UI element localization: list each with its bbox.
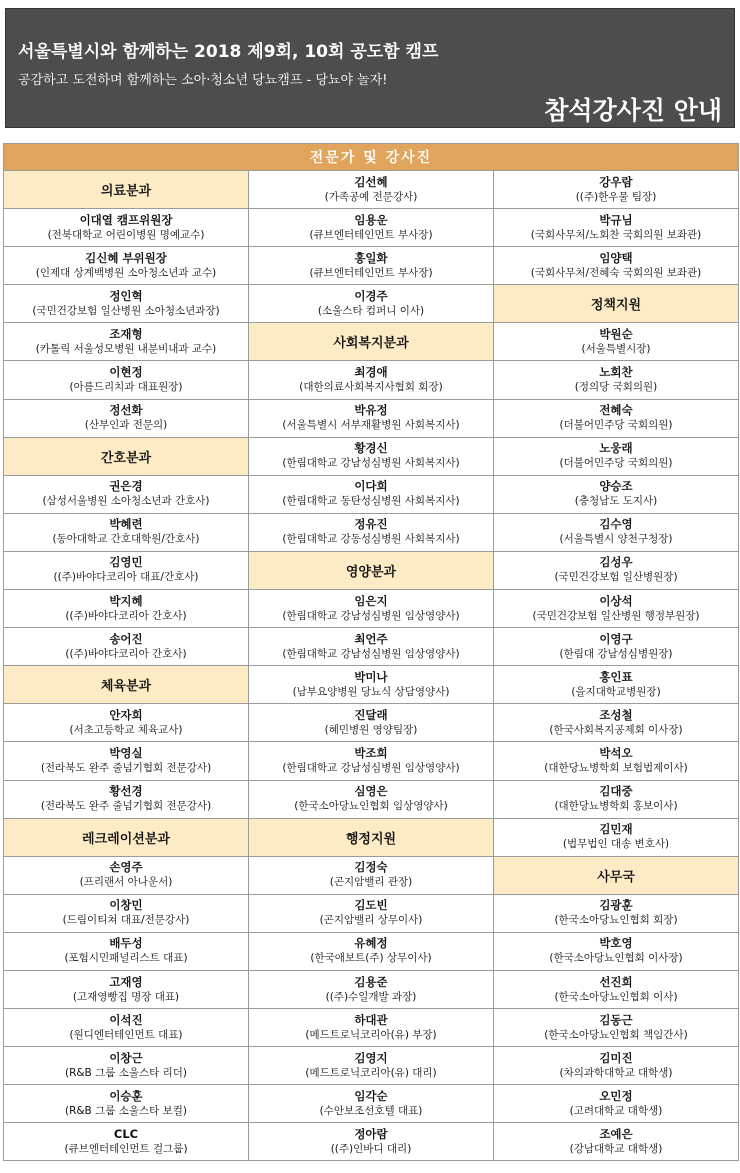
instructor-cell (249, 742, 494, 780)
instructor-role: (서초고등학교 체육교사) (69, 723, 183, 736)
instructor-role: (국민건강보험 일산병원 소아청소년과장) (32, 304, 220, 317)
instructor-name: 박지혜 (109, 593, 143, 608)
instructor-name: 심영은 (354, 784, 388, 799)
instructor-name: 김성우 (599, 555, 633, 570)
instructor-name: 선진희 (599, 974, 633, 989)
instructor-cell (249, 590, 494, 628)
instructor-name: CLC (113, 1126, 139, 1141)
instructor-name: 김용준 (354, 974, 388, 989)
category-heading: 정책지원 (494, 285, 739, 323)
table-row (4, 513, 739, 551)
table-row (4, 704, 739, 742)
instructor-role: (전라북도 완주 줄넘기협회 전문강사) (40, 800, 212, 813)
instructor-cell (4, 475, 249, 513)
instructor-role: (혜민병원 영양팀장) (324, 723, 418, 736)
instructor-cell (494, 628, 739, 666)
instructor-role: (국민건강보험 일산병원장) (554, 571, 678, 584)
instructor-cell (249, 247, 494, 285)
instructor-cell (249, 513, 494, 551)
instructor-role: (가족공예 전문강사) (324, 190, 418, 203)
instructor-cell (494, 1009, 739, 1047)
instructor-cell (249, 894, 494, 932)
category-heading: 레크레이션분과 (4, 818, 249, 856)
instructor-name: 정아람 (354, 1126, 388, 1141)
instructor-cell (249, 475, 494, 513)
instructor-name: 김민재 (599, 822, 633, 837)
instructor-role: (국민건강보험 일산병원 행정부원장) (532, 609, 700, 622)
instructor-name: 손영주 (109, 860, 143, 875)
instructor-cell (4, 399, 249, 437)
instructor-name: 임양택 (599, 250, 633, 265)
instructor-role: (큐브엔터테인먼트 부사장) (309, 228, 433, 241)
instructor-role: (한림대학교 강동성심병원 사회복지사) (282, 533, 460, 546)
camp-subtitle: 공감하고 도전하며 함께하는 소아·청소년 당뇨캠프 - 당뇨야 놀자! (18, 73, 388, 88)
instructor-name: 김수영 (599, 517, 633, 532)
instructor-role: (남부요양병원 당뇨식 상담영양사) (292, 685, 450, 698)
instructor-name: 이경주 (354, 288, 388, 303)
instructor-cell (249, 1009, 494, 1047)
instructor-name: 김동근 (599, 1012, 633, 1027)
instructor-cell (494, 818, 739, 856)
instructor-name: 이창근 (109, 1050, 143, 1065)
instructor-cell (4, 361, 249, 399)
instructor-role: (동아대학교 간호대학원/간호사) (52, 533, 200, 546)
instructor-role: (카톨릭 서울성모병원 내분비내과 교수) (35, 342, 217, 355)
instructor-name: 조재형 (109, 326, 143, 341)
instructor-cell (249, 437, 494, 475)
instructor-cell (249, 856, 494, 894)
table-row (4, 970, 739, 1008)
instructor-role: (더불어민주당 국회의원) (559, 419, 673, 432)
instructor-role: (인제대 상계백병원 소아청소년과 교수) (35, 266, 217, 279)
instructor-role: (서울특별시장) (581, 342, 651, 355)
instructor-cell (494, 1123, 739, 1161)
instructor-name: 김신혜 부위원장 (85, 250, 167, 265)
table-row (4, 590, 739, 628)
instructor-cell (249, 1047, 494, 1085)
table-row (4, 1047, 739, 1085)
instructor-role: (고려대학교 대학생) (569, 1104, 663, 1117)
table-row (4, 666, 739, 704)
instructor-cell (249, 361, 494, 399)
instructor-role: ((주)바야다코리아 간호사) (65, 647, 187, 660)
instructor-role: (산부인과 전문의) (84, 419, 168, 432)
instructor-cell (494, 171, 739, 209)
instructor-cell (494, 1085, 739, 1123)
instructor-role: (서울특별시 양천구청장) (559, 533, 673, 546)
instructor-role: (한림대학교 강남성심병원 임상영양사) (282, 647, 460, 660)
instructor-name: 홍일화 (354, 250, 388, 265)
instructor-name: 김영지 (354, 1050, 388, 1065)
table-row (4, 932, 739, 970)
instructor-role: (한국소아당뇨인협회 이사장) (549, 952, 683, 965)
instructor-role: (을지대학교병원장) (571, 685, 661, 698)
instructor-role: (고재영빵집 명장 대표) (72, 990, 180, 1003)
table-row (4, 171, 739, 209)
instructor-cell (4, 932, 249, 970)
instructor-role: (곤지암밸리 관장) (329, 876, 413, 889)
instructor-cell (494, 513, 739, 551)
instructor-role: (한국소아당뇨인협회 회장) (554, 914, 678, 927)
instructor-cell (4, 628, 249, 666)
instructor-role: (한림대학교 강남성심병원 임상영양사) (282, 609, 460, 622)
instructor-cell (494, 666, 739, 704)
instructor-cell (249, 780, 494, 818)
table-row (4, 1123, 739, 1161)
instructor-cell (494, 475, 739, 513)
instructor-name: 최경애 (354, 365, 388, 380)
instructor-role: (큐브엔터테인먼트 부사장) (309, 266, 433, 279)
instructor-name: 이창민 (109, 898, 143, 913)
instructor-name: 임용운 (354, 212, 388, 227)
instructor-role: (곤지암밸리 상무이사) (319, 914, 423, 927)
instructor-role: (아름드리치과 대표원장) (69, 381, 183, 394)
instructor-name: 진달래 (354, 707, 388, 722)
table-row (4, 323, 739, 361)
instructor-name: 김선혜 (354, 174, 388, 189)
instructor-cell (249, 666, 494, 704)
table-row (4, 437, 739, 475)
table-row (4, 285, 739, 323)
instructor-name: 정유진 (354, 517, 388, 532)
instructor-name: 노웅래 (599, 441, 633, 456)
table-row (4, 1009, 739, 1047)
instructor-name: 박혜련 (109, 517, 143, 532)
instructor-role: (전라북도 완주 줄넘기협회 전문강사) (40, 761, 212, 774)
table-header: 전문가 및 강사진 (4, 144, 739, 171)
instructor-role: (한국사회복지공제회 이사장) (549, 723, 683, 736)
instructor-role: (메드트로닉코리아(유) 부장) (305, 1028, 437, 1041)
instructor-role: (큐브엔터테인먼트 걸그룹) (64, 1142, 188, 1155)
instructor-name: 이석진 (109, 1012, 143, 1027)
table-row (4, 475, 739, 513)
instructor-cell (4, 780, 249, 818)
instructor-name: 박미나 (354, 669, 388, 684)
instructor-role: (정의당 국회의원) (574, 381, 658, 394)
instructor-role: (원디엔터테인먼트 대표) (69, 1028, 183, 1041)
instructor-name: 안자희 (109, 707, 143, 722)
instructor-cell (494, 1047, 739, 1085)
instructor-name: 하대관 (354, 1012, 388, 1027)
instructor-role: (한림대 강남성심병원장) (559, 647, 673, 660)
instructor-cell (4, 856, 249, 894)
category-heading: 행정지원 (249, 818, 494, 856)
notice-heading: 참석강사진 안내 (544, 96, 722, 125)
instructor-role: (한국소아당뇨인협회 이사) (554, 990, 678, 1003)
instructor-cell (494, 399, 739, 437)
instructor-name: 임은지 (354, 593, 388, 608)
instructor-cell (4, 1085, 249, 1123)
instructor-role: (한림대학교 동탄성심병원 사회복지사) (282, 495, 460, 508)
instructor-role: ((주)바야다코리아 간호사) (65, 609, 187, 622)
instructor-role: (삼성서울병원 소아청소년과 간호사) (42, 495, 210, 508)
instructor-role: (법무법인 대송 변호사) (562, 838, 670, 851)
instructor-name: 오민정 (599, 1088, 633, 1103)
instructor-name: 이상석 (599, 593, 633, 608)
instructor-name: 홍인표 (599, 669, 633, 684)
table-row (4, 551, 739, 589)
instructor-name: 임각순 (354, 1088, 388, 1103)
table-row (4, 1085, 739, 1123)
table-row (4, 628, 739, 666)
instructor-name: 김광훈 (599, 898, 633, 913)
instructor-name: 강우람 (599, 174, 633, 189)
instructor-name: 김영민 (109, 555, 143, 570)
instructor-cell (4, 323, 249, 361)
instructor-cell (249, 285, 494, 323)
header-banner (5, 8, 735, 128)
instructor-cell (494, 932, 739, 970)
instructor-name: 정인혁 (109, 288, 143, 303)
instructor-role: ((주)인바디 대리) (330, 1142, 412, 1155)
instructor-name: 권은경 (109, 479, 143, 494)
instructor-cell (4, 551, 249, 589)
instructor-name: 박조희 (354, 745, 388, 760)
instructor-cell (494, 970, 739, 1008)
instructor-name: 이대열 캠프위원장 (79, 212, 173, 227)
instructor-role: (R&B 그룹 소울스타 보컬) (64, 1104, 188, 1117)
instructor-name: 김미진 (599, 1050, 633, 1065)
instructor-cell (249, 1085, 494, 1123)
camp-title: 서울특별시와 함께하는 2018 제9회, 10회 공도함 캠프 (18, 42, 439, 62)
instructor-name: 박호영 (599, 936, 633, 951)
instructor-name: 유혜정 (354, 936, 388, 951)
instructor-role: (한국소아당뇨인협회 책임간사) (544, 1028, 688, 1041)
instructor-cell (494, 590, 739, 628)
instructor-cell (494, 704, 739, 742)
table-row (4, 399, 739, 437)
instructor-cell (249, 1123, 494, 1161)
instructor-role: (한국애보트(주) 상무이사) (310, 952, 432, 965)
instructor-cell (494, 323, 739, 361)
instructor-role: (프리랜서 아나운서) (79, 876, 173, 889)
instructor-table (3, 143, 739, 1161)
instructor-name: 이다희 (354, 479, 388, 494)
instructor-name: 이영구 (599, 631, 633, 646)
instructor-role: (차의과학대학교 대학생) (559, 1066, 673, 1079)
instructor-name: 황선경 (109, 784, 143, 799)
table-row (4, 361, 739, 399)
instructor-cell (4, 1123, 249, 1161)
table-row (4, 894, 739, 932)
instructor-cell (4, 247, 249, 285)
instructor-name: 조예은 (599, 1126, 633, 1141)
instructor-cell (4, 209, 249, 247)
instructor-name: 박영실 (109, 745, 143, 760)
instructor-cell (494, 551, 739, 589)
instructor-role: (한림대학교 강남성심병원 임상영양사) (282, 761, 460, 774)
instructor-name: 전혜숙 (599, 403, 633, 418)
instructor-role: (전북대학교 어린이병원 명예교수) (47, 228, 205, 241)
category-heading: 체육분과 (4, 666, 249, 704)
instructor-name: 박유정 (354, 403, 388, 418)
instructor-cell (4, 513, 249, 551)
instructor-cell (494, 247, 739, 285)
instructor-role: ((주)수일개발 과장) (325, 990, 417, 1003)
instructor-role: (강남대학교 대학생) (569, 1142, 663, 1155)
instructor-name: 김도빈 (354, 898, 388, 913)
instructor-role: ((주)한우물 팀장) (575, 190, 657, 203)
instructor-role: (대한의료사회복지사협회 회장) (299, 381, 443, 394)
category-heading: 의료분과 (4, 171, 249, 209)
instructor-role: (국회사무처/전혜숙 국회의원 보좌관) (530, 266, 702, 279)
instructor-role: (대한당뇨병학회 홍보이사) (554, 800, 678, 813)
instructor-cell (249, 399, 494, 437)
instructor-cell (494, 780, 739, 818)
instructor-name: 배두성 (109, 936, 143, 951)
instructor-cell (4, 970, 249, 1008)
instructor-role: (메드트로닉코리아(유) 대리) (305, 1066, 437, 1079)
table-row (4, 818, 739, 856)
category-heading: 사회복지분과 (249, 323, 494, 361)
instructor-role: (드림이티쳐 대표/전문강사) (62, 914, 190, 927)
instructor-name: 황경신 (354, 441, 388, 456)
instructor-name: 노회찬 (599, 365, 633, 380)
instructor-name: 김대중 (599, 784, 633, 799)
instructor-role: ((주)바야다코리아 대표/간호사) (53, 571, 199, 584)
instructor-cell (249, 704, 494, 742)
instructor-role: (수안보조선호텔 대표) (319, 1104, 423, 1117)
instructor-cell (4, 1009, 249, 1047)
instructor-name: 박석오 (599, 745, 633, 760)
instructor-role: (한림대학교 강남성심병원 사회복지사) (282, 457, 460, 470)
instructor-cell (494, 894, 739, 932)
instructor-cell (494, 209, 739, 247)
category-heading: 영양분과 (249, 551, 494, 589)
instructor-name: 조성철 (599, 707, 633, 722)
instructor-cell (4, 704, 249, 742)
instructor-role: (더불어민주당 국회의원) (559, 457, 673, 470)
instructor-cell (249, 628, 494, 666)
table-row (4, 780, 739, 818)
instructor-role: (포험시민패널리스트 대표) (64, 952, 188, 965)
instructor-name: 고재영 (109, 974, 143, 989)
table-row (4, 247, 739, 285)
instructor-cell (4, 590, 249, 628)
instructor-role: (대한당뇨병학회 보험법제이사) (544, 761, 688, 774)
instructor-name: 박규님 (599, 212, 633, 227)
instructor-name: 송어진 (109, 631, 143, 646)
instructor-name: 정선화 (109, 403, 143, 418)
instructor-cell (249, 209, 494, 247)
instructor-cell (249, 171, 494, 209)
instructor-cell (4, 894, 249, 932)
instructor-cell (249, 932, 494, 970)
table-row (4, 856, 739, 894)
instructor-name: 최언주 (354, 631, 388, 646)
table-row (4, 209, 739, 247)
instructor-role: (한국소아당뇨인협회 임상영양사) (294, 800, 448, 813)
instructor-cell (494, 361, 739, 399)
category-heading: 간호분과 (4, 437, 249, 475)
instructor-role: (충청남도 도지사) (574, 495, 658, 508)
instructor-name: 김정숙 (354, 860, 388, 875)
instructor-cell (249, 970, 494, 1008)
instructor-name: 양승조 (599, 479, 633, 494)
instructor-cell (4, 742, 249, 780)
instructor-cell (494, 742, 739, 780)
instructor-role: (R&B 그룹 소울스타 리더) (64, 1066, 188, 1079)
instructor-cell (4, 285, 249, 323)
table-row (4, 742, 739, 780)
table-body (4, 171, 739, 1161)
instructor-name: 이승훈 (109, 1088, 143, 1103)
instructor-role: (국회사무처/노회찬 국회의원 보좌관) (530, 228, 702, 241)
instructor-name: 이현정 (109, 365, 143, 380)
instructor-role: (소울스타 컴퍼니 이사) (317, 304, 425, 317)
instructor-cell (4, 1047, 249, 1085)
instructor-role: (서울특별시 서부재활병원 사회복지사) (282, 419, 460, 432)
category-heading: 사무국 (494, 856, 739, 894)
instructor-name: 박원순 (599, 326, 633, 341)
instructor-cell (494, 437, 739, 475)
